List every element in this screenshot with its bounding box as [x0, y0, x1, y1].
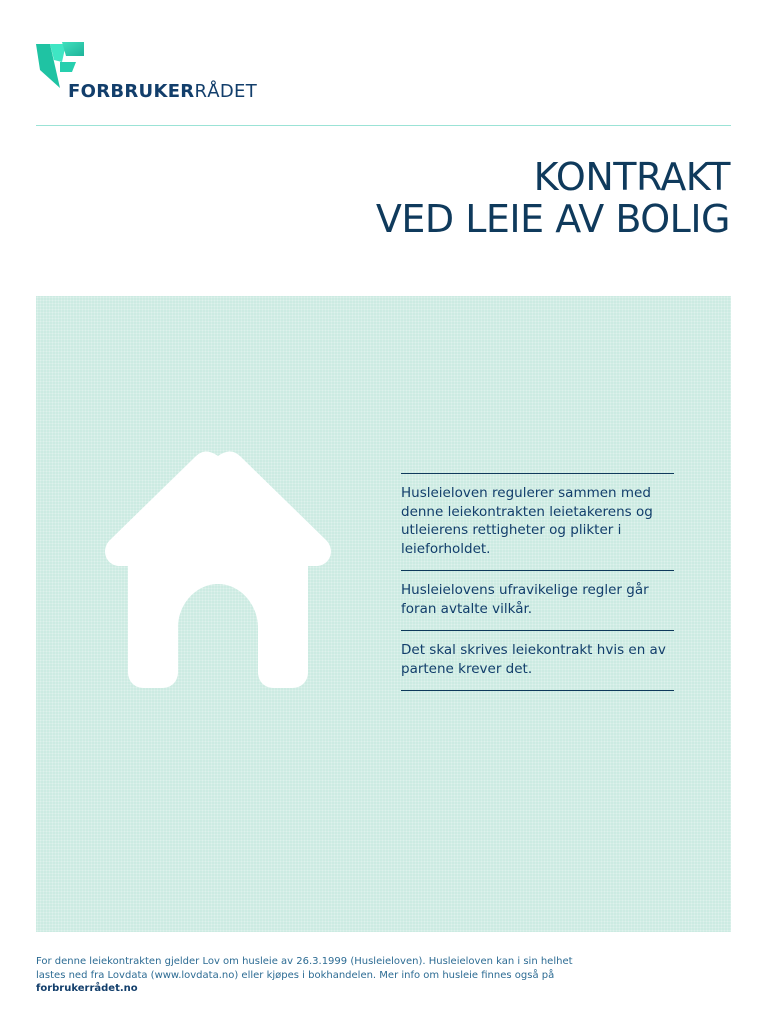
title-line-2: VED LEIE AV BOLIG: [375, 197, 730, 241]
brand-wordmark: [68, 83, 257, 101]
header-divider: [36, 125, 731, 126]
info-paragraph-2: Husleielovens ufravikelige regler går foran avtalte vilkår.: [401, 582, 649, 617]
brand-logo: [36, 42, 256, 108]
footer-text: For denne leiekontrakten gjelder Lov om husleie av 26.3.1999 (Husleieloven). Husleieloven kan i sin helhet lastes ned fra Lovdata (www.lovdata.no) eller kjøpes i bokhandelen. Mer info om husleie finnes også på: [36, 956, 573, 981]
brand-name-light: RÅDET: [194, 81, 258, 102]
house-icon: [102, 448, 334, 688]
brand-name-bold: FORBRUKER: [68, 81, 195, 102]
cover-panel: [36, 296, 731, 932]
page-title: [376, 156, 730, 240]
title-line-1: KONTRAKT: [533, 155, 730, 199]
footer-link[interactable]: forbrukerrådet.no: [36, 983, 138, 994]
info-paragraph-3: Det skal skrives leiekontrakt hvis en av partene krever det.: [401, 642, 666, 677]
info-paragraph-1: Husleieloven regulerer sammen med denne leiekontrakten leietakerens og utleierens rettigheter og plikter i leieforholdet.: [401, 485, 653, 557]
footer-note: [36, 955, 596, 996]
info-divider: [401, 690, 674, 691]
info-box: [401, 473, 674, 691]
